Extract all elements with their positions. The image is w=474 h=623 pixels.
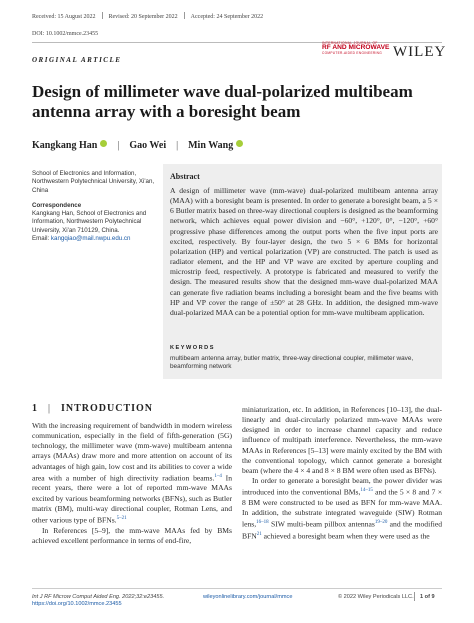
- paragraph: With the increasing requirement of bandwidth in modern wireless communication, especially in the field of fifth-generation (5G) technology, the millimeter wave (mm-wave) multibeam antenna arrays (MAAs) draw more and more attention on account of its advantages of high gain, low cost and its abilities to cover a wide area with a number of high directivity radiation beams.$^{1-4}$ In recent years, there were a lot of reported mm-wave MAAs excited by various beamforming networks (BFNs), such as Butler matrix (BM), multi-way directional coupler, Rotman Lens, and other various type of BFNs.$^{5-21}$: [32, 421, 232, 525]
- citation-link[interactable]: 19–20: [374, 520, 388, 526]
- correspondence-text: Kangkang Han, School of Electronics and Information, Northwestern Polytechnical University, Xi'an 710129, China.: [32, 210, 147, 234]
- paragraph: In order to generate a boresight beam, the power divider was introduced into the conventional BMs,$^{14-15}$ and the 5 × 8 and 7 × 8 BM were constructed to be used as BFN for mm-wave MAA. In addition, the substrate integrated waveguide (SIW) Rotman lens,$^{16-18}$ SIW multi-beam pillbox antennas$^{19-20}$ and the modified BFN$^{21}$ achieved a boresight beam when they were used as the: [242, 476, 442, 541]
- journal-logo-line3: COMPUTER-AIDED ENGINEERING: [322, 50, 383, 55]
- keywords-heading: KEYWORDS: [170, 345, 215, 351]
- author-divider: |: [117, 140, 120, 151]
- footer-journal: Int J RF Microw Comput Aided Eng. 2022;32:e23455.: [32, 594, 165, 600]
- citation-link[interactable]: 1–4: [214, 473, 222, 479]
- article-title: Design of millimeter wave dual-polarized multibeam antenna array with a boresight beam: [32, 82, 413, 121]
- paragraph: miniaturization, etc. In addition, in References [10–13], the dual-linearly and dual-circularly polarized mm-wave MAAs were designed in order to increase channel capacity and reduce influence of multipath interference. Nevertheless, the mm-wave MAAs in References [5–13] were mainly excited by the BM with the conventional topology, which cannot generate a boresight beam (where the 4 × 4 and 8 × 8 BM were often used as BFNs).: [242, 405, 442, 475]
- correspondence-heading: Correspondence: [32, 201, 82, 209]
- date-divider: [102, 12, 103, 19]
- journal-logo-line2: RF AND MICROWAVE: [322, 44, 390, 52]
- orcid-icon[interactable]: [100, 140, 107, 147]
- section-number: 1: [32, 403, 38, 414]
- abstract-heading: Abstract: [170, 172, 200, 181]
- author-name[interactable]: Min Wang: [188, 140, 234, 151]
- author-divider: |: [176, 140, 179, 151]
- citation-link[interactable]: 5–21: [116, 515, 127, 521]
- footer-citation: [32, 594, 164, 608]
- article-type: ORIGINAL ARTICLE: [32, 56, 122, 64]
- email-link[interactable]: kangqiao@mail.nwpu.edu.cn: [50, 235, 131, 243]
- footer-site-link[interactable]: wileyonlinelibrary.com/journal/mmce: [203, 594, 293, 600]
- footer-divider: [32, 588, 442, 589]
- author-list: [32, 140, 243, 151]
- citation-link[interactable]: 21: [256, 531, 262, 537]
- affiliation-address: School of Electronics and Information, Northwestern Polytechnical University, Xi'an, China: [32, 170, 155, 194]
- section-title: INTRODUCTION: [61, 403, 154, 414]
- body-column-right: [242, 405, 442, 542]
- revised-date: Revised: 20 September 2022: [108, 14, 178, 20]
- article-dates: [32, 12, 263, 20]
- author-name[interactable]: Kangkang Han: [32, 140, 98, 151]
- keywords-text: multibeam antenna array, butler matrix, three-way directional coupler, millimeter wave, beamforming network: [170, 355, 414, 371]
- journal-logo-line1: INTERNATIONAL JOURNAL OF: [322, 41, 378, 45]
- received-date: Received: 15 August 2022: [32, 14, 96, 20]
- date-divider: [184, 12, 185, 19]
- accepted-date: Accepted: 24 September 2022: [190, 14, 264, 20]
- citation-link[interactable]: 14–15: [360, 488, 373, 494]
- affiliation-block: [32, 170, 162, 243]
- footer-copyright: © 2022 Wiley Periodicals LLC.: [338, 594, 414, 600]
- abstract-text: A design of millimeter wave (mm-wave) dual-polarized multibeam antenna array (MAA) with a boresight beam is presented. In order to generate a boresight beam, a 5 × 6 Butler matrix based on three-way directional couplers is designed as the beamforming network, which achieves equal power division and −60°, +120°, 0°, −120°, +60° progressive phase differences among the output ports when the five input ports are excited, respectively. By four-layer design, the two 5 × 6 BMs for horizontal polarization (HP) and vertical polarization (VP) are constructed. The patch is used as radiator element, and the HP and VP wave are excited by aperture coupling and microstrip feed, respectively. A prototype is fabricated and measured to verify the design. The measured results show that the designed mm-wave dual-polarized MAA can generate five radiation beams including a boresight beam and the five beams with HP and VP cover the range of ±50° at 28 GHz. In addition, the designed mm-wave dual-polarized MAA can be a potential option for mm-wave multibeam application.: [170, 186, 438, 317]
- citation-link[interactable]: 16–18: [256, 520, 269, 526]
- paragraph: In References [5–9], the mm-wave MAAs fed by BMs achieved excellent performance in terms of end-fire,: [32, 525, 232, 545]
- page-number: 1 of 9: [420, 594, 435, 600]
- section-divider: |: [48, 403, 52, 414]
- email-label: Email:: [32, 235, 51, 243]
- doi[interactable]: DOI: 10.1002/mmce.23455: [32, 31, 99, 37]
- journal-logo: [322, 42, 390, 55]
- publisher-logo: WILEY: [393, 44, 447, 60]
- section-heading: [32, 403, 153, 414]
- footer-doi-link[interactable]: https://doi.org/10.1002/mmce.23455: [32, 601, 122, 607]
- body-column-left: [32, 421, 232, 546]
- footer-page-divider: [414, 592, 415, 601]
- author-name[interactable]: Gao Wei: [129, 140, 167, 151]
- orcid-icon[interactable]: [236, 140, 243, 147]
